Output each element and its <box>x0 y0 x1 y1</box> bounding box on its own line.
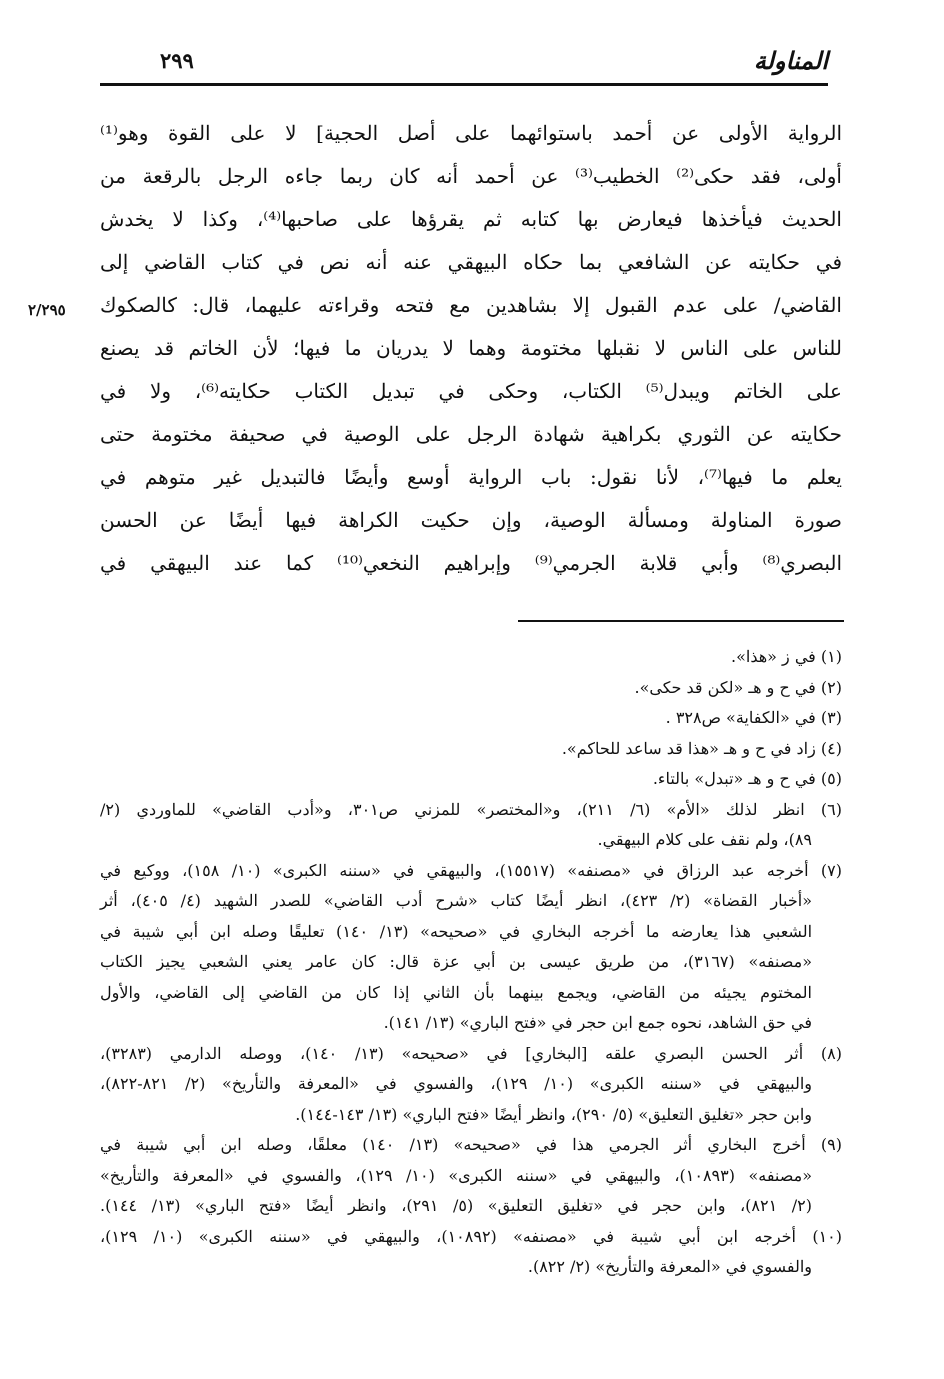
footnote-line: في حق الشاهد، نحوه جمع ابن حجر في «فتح الباري» (١٣/ ١٤١). <box>383 1013 812 1032</box>
footnote-line: (٢) في ح و هـ «لكن قد حكى». <box>634 677 842 697</box>
footnote-line: وابن حجر «تغليق التعليق» (٥/ ٢٩٠)، وانظر أيضًا «فتح الباري» (١٣/ ١٤٣-١٤٤). <box>295 1104 812 1124</box>
footnote-line: (٦) انظر لذلك «الأم» (٦/ ٢١١)، و«المختصر» للمزني ص٣٠١، و«أدب القاضي» للماوردي (٢/ <box>100 799 843 819</box>
footnote-line: (١٠) أخرجه ابن أبي شيبة في «مصنفه» (١٠٨٩٢)، والبيهقي في «سننه الكبرى» (١٠/ ١٢٩)، <box>100 1226 843 1246</box>
header-rule <box>100 83 828 86</box>
body-line: القاضي/ على عدم القبول إلا بشاهدين مع فتحه وقراءته عليهما، قال: كالصكوك <box>100 293 842 317</box>
footnote-line: (٥) في ح و هـ «تبدل» بالتاء. <box>652 769 842 788</box>
main-text <box>100 112 842 585</box>
footnote-line: «مصنفه» (٣١٦٧)، من طريق عيسى بن أبي عزة قال: كان عامر يعني الشعبي يجيز الكتاب <box>100 952 812 971</box>
body-line: الرواية الأولى عن أحمد باستوائهما على أصل الحجية] لا على القوة وهو⁽¹⁾ <box>100 121 842 145</box>
body-line: البصري⁽⁸⁾ وأبي قلابة الجرمي⁽⁹⁾ وإبراهيم النخعي⁽¹⁰⁾ كما عند البيهقي في <box>100 551 843 575</box>
page-header <box>100 42 828 86</box>
footnote-line: (١) في ز «هذا». <box>731 647 842 666</box>
footnote-line: (٧) أخرجه عبد الرزاق في «مصنفه» (١٥٥١٧)، والبيهقي في «سننه الكبرى» (١٠/ ١٥٨)، ووكيع في <box>100 860 842 880</box>
body-line: في حكايته عن الشافعي بما حكاه البيهقي عنه أنه نص في كتاب القاضي إلى <box>100 250 842 274</box>
footnote-line: (٢/ ٨٢١)، وابن حجر في «تغليق التعليق» (٥/ ٢٩١)، وانظر أيضًا «فتح الباري» (١٣/ ١٤٤). <box>100 1196 813 1215</box>
body-line: على الخاتم ويبدل⁽⁵⁾ الكتاب، وحكى في تبديل الكتاب حكايته⁽⁶⁾، ولا في <box>100 379 842 403</box>
footnote-line: والبيهقي في «سننه الكبرى» (١٠/ ١٢٩)، والفسوي في «المعرفة والتأريخ» (٢/ ٨٢١-٨٢٢)، <box>100 1074 813 1093</box>
footnotes <box>100 642 842 1283</box>
footnote-separator <box>518 620 844 622</box>
body-line: يعلم ما فيها⁽⁷⁾، لأنا نقول: باب الرواية أوسع وأيضًا فالتبديل غير متوهم في <box>100 465 842 489</box>
body-line: للناس على الناس لا نقبلها مختومة وهما لا يدريان ما فيها؛ لأن الخاتم قد يصنع <box>100 336 842 360</box>
footnote-line: والفسوي في «المعرفة والتأريخ» (٢/ ٨٢٢). <box>527 1257 812 1276</box>
footnote-line: ٨٩)، ولم نقف على كلام البيهقي. <box>597 830 812 849</box>
body-line: صورة المناولة ومسألة الوصية، وإن حكيت الكراهة فيها أيضًا عن الحسن <box>100 508 843 532</box>
margin-reference: ٢/٢٩٥ <box>28 301 66 319</box>
footnote-line: «مصنفه» (١٠٨٩٣)، والبيهقي في «سننه الكبرى» (١٠/ ١٢٩)، والفسوي في «المعرفة والتأريخ» <box>100 1165 812 1185</box>
body-line: أولى، فقد حكى⁽²⁾ الخطيب⁽³⁾ عن أحمد أنه كان ربما جاءه الرجل بالرقعة من <box>100 164 842 188</box>
footnote-line: (٤) زاد في ح و هـ «هذا قد ساعد للحاكم». <box>561 738 842 758</box>
body-line: الحديث فيأخذها فيعارض بها كتابه ثم يقرؤها على صاحبها⁽⁴⁾، وكذا لا يخدش <box>100 207 842 231</box>
footnote-line: (٩) أخرج البخاري أثر الجرمي هذا في «صحيحه» (١٣/ ١٤٠) معلقًا، وصله ابن أبي شيبة في <box>100 1135 842 1154</box>
footnote-line: الشعبي هذا يعارضه ما أخرجه البخاري في «صحيحه» (١٣/ ١٤٠) تعليقًا وصله ابن أبي شيبة في <box>100 921 813 941</box>
footnote-line: (٨) أثر الحسن البصري علقه [البخاري] في «صحيحه» (١٣/ ١٤٠)، ووصله الدارمي (٣٢٨٣)، <box>100 1043 842 1063</box>
footnote-line: (٣) في «الكفاية» ص٣٢٨ . <box>665 708 842 727</box>
page-number: ٢٩٩ <box>160 48 194 73</box>
footnote-line: المختوم يجيئه من القاضي، ويجمع بينهما بأن الثاني إذا كان من القاضي إلى القاضي، والأول <box>100 982 812 1002</box>
footnote-line: «أخبار القضاة» (٢/ ٤٢٣)، انظر أيضًا كتاب «شرح أدب القاضي» للصدر الشهيد (٤/ ٤٠٥)، أثر <box>100 891 813 910</box>
body-line: حكايته عن الثوري بكراهية شهادة الرجل على الوصية في صحيفة مختومة حتى <box>100 422 842 446</box>
running-title: المناولة <box>753 46 828 75</box>
